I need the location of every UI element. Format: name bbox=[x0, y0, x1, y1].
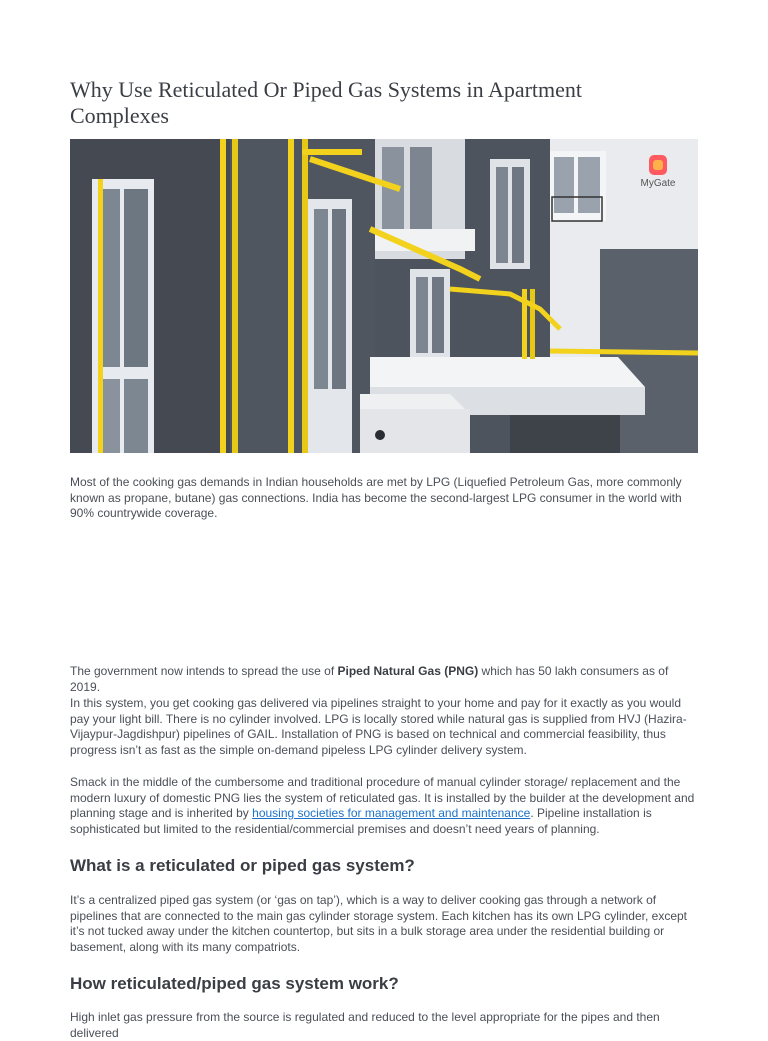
mygate-logo-text: MyGate bbox=[640, 178, 676, 189]
how-works-paragraph: High inlet gas pressure from the source is regulated and reduced to the level appropriate for the pipes and then delivered bbox=[70, 1010, 660, 1040]
png-bold-term: Piped Natural Gas (PNG) bbox=[337, 664, 479, 678]
hero-image bbox=[70, 139, 698, 453]
govt-text-after: which has 50 lakh consumers as of 2019. bbox=[70, 664, 669, 694]
intro-paragraph: Most of the cooking gas demands in Indian households are met by LPG (Liquefied Petroleum Gas, more commonly known as propane, butane) gas connections. India has become the second-largest LPG consumer in the world with 90% countrywide coverage. bbox=[70, 475, 682, 520]
reticulated-intro-paragraph bbox=[70, 775, 698, 837]
smack-text-after: . Pipeline installation is sophisticated but limited to the residential/commercial premises and doesn’t need years of planning. bbox=[70, 806, 652, 836]
building-photo bbox=[70, 139, 698, 453]
govt-text-before: The government now intends to spread the use of bbox=[70, 664, 338, 678]
system-paragraph: In this system, you get cooking gas delivered via pipelines straight to your home and pay for it exactly as you would pay your light bill. There is no cylinder involved. LPG is locally stored while natural gas is supplied from HVJ (Hazira-Vijaypur-Jagdishpur) pipelines of GAIL. Installation of PNG is based on technical and commercial feasibility, thus progress isn’t as fast as the simple on-demand pipeless LPG cylinder delivery system. bbox=[70, 696, 687, 757]
smack-text-before: Smack in the middle of the cumbersome and traditional procedure of manual cylinder storage/ replacement and the modern luxury of domestic PNG lies the system of reticulated gas. It is installed by the builder at the development and planning stage and is inherited by bbox=[70, 775, 695, 820]
article-title: Why Use Reticulated Or Piped Gas Systems in Apartment Complexes bbox=[70, 77, 583, 128]
mygate-logo bbox=[636, 155, 680, 189]
mygate-logo-mark-icon bbox=[649, 155, 667, 175]
govt-paragraph bbox=[70, 664, 698, 695]
heading-what-is: What is a reticulated or piped gas system? bbox=[70, 856, 415, 875]
housing-societies-link[interactable]: housing societies for management and maintenance bbox=[252, 806, 531, 820]
what-is-paragraph: It’s a centralized piped gas system (or ‘gas on tap’), which is a way to deliver cooking gas through a network of pipelines that are connected to the main gas cylinder storage system. Each kitchen has its own LPG cylinder, except it’s not tucked away under the kitchen countertop, but sits in a bulk storage area under the residential building or basement, along with its many compatriots. bbox=[70, 893, 687, 954]
heading-how-works: How reticulated/piped gas system work? bbox=[70, 974, 399, 993]
